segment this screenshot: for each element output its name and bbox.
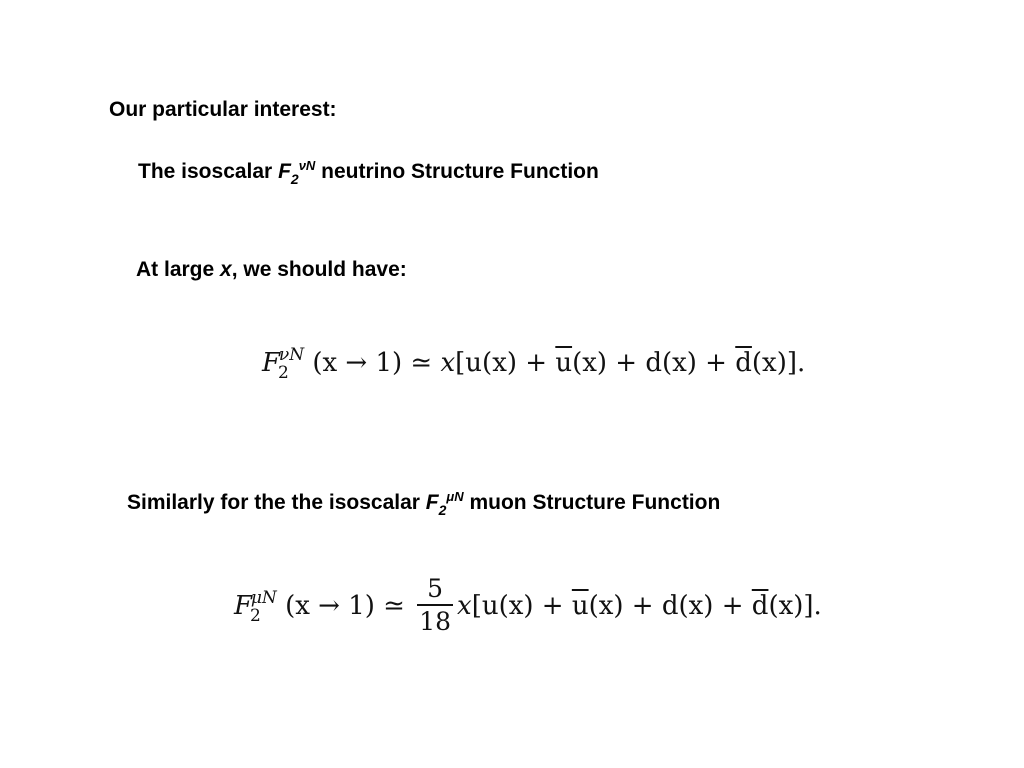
- formula2-x: x: [457, 591, 472, 621]
- formula2-ubar: $\overline{u}$: [571, 591, 589, 621]
- formula1-F: F: [262, 348, 281, 378]
- neutrino-structure-function-line: [138, 158, 599, 187]
- line1-prefix: The isoscalar: [138, 160, 279, 183]
- formula1-superscript: νN: [278, 345, 305, 365]
- formula1-x: x: [440, 348, 456, 378]
- line3-subscript: 2: [438, 502, 447, 518]
- formula1-ubar: $\overline{u}$: [555, 348, 573, 378]
- formula2-limit: (x → 1) ≃: [285, 591, 414, 621]
- line1-subscript: 2: [290, 171, 299, 187]
- line3-suffix: muon Structure Function: [463, 491, 721, 514]
- line3-F: F: [425, 491, 439, 514]
- formula1-mid: (x) + d(x) +: [572, 348, 736, 378]
- line3-prefix: Similarly for the the isoscalar: [127, 491, 426, 514]
- fraction-numerator: 5: [417, 576, 453, 606]
- muon-formula: [234, 574, 822, 636]
- formula2-F: F: [234, 591, 253, 621]
- formula2-dbar: $\overline{d}$: [751, 591, 769, 621]
- formula1-limit: (x → 1) ≃: [312, 348, 441, 378]
- line2-suffix: , we should have:: [231, 258, 407, 281]
- neutrino-formula: [262, 345, 806, 383]
- line1-superscript: νN: [298, 158, 316, 173]
- muon-structure-function-line: [127, 489, 721, 518]
- formula1-subscript: 2: [278, 363, 289, 383]
- fraction: [417, 576, 453, 634]
- line3-superscript: μN: [446, 489, 464, 504]
- large-x-line: [136, 259, 407, 280]
- line2-prefix: At large: [136, 258, 221, 281]
- formula2-bracket: [u(x) +: [471, 591, 572, 621]
- formula2-end: (x)].: [768, 591, 822, 621]
- formula2-mid: (x) + d(x) +: [588, 591, 752, 621]
- formula2-subscript: 2: [250, 606, 261, 626]
- line2-x: x: [220, 258, 232, 281]
- formula2-superscript: μN: [250, 588, 277, 608]
- line1-F: F: [278, 160, 291, 183]
- formula1-end: (x)].: [751, 348, 806, 378]
- fraction-denominator: 18: [419, 607, 452, 636]
- heading: Our particular interest:: [109, 98, 337, 121]
- formula1-dbar: $\overline{d}$: [735, 348, 752, 378]
- line1-suffix: neutrino Structure Function: [315, 160, 599, 183]
- formula1-bracket: [u(x) +: [455, 348, 556, 378]
